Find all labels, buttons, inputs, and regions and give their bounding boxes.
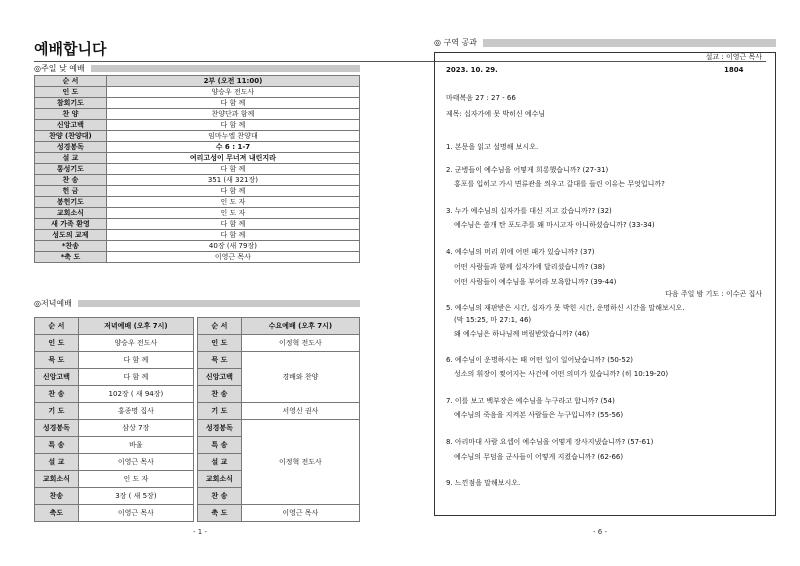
evening-label: 찬송	[35, 488, 79, 505]
study-date: 2023. 10. 29.	[446, 66, 498, 74]
wed-value: 이정혁 전도사	[241, 420, 359, 505]
service-label: 인 도	[35, 87, 107, 98]
service-row	[35, 208, 360, 219]
wed-label: 성경봉독	[198, 420, 242, 437]
section-label: ◎저녁예배	[34, 299, 72, 308]
service-value: 임마누엘 찬양대	[106, 131, 359, 142]
evening-label: 설 교	[35, 454, 79, 471]
wednesday-order-table	[197, 317, 360, 522]
evening-row	[35, 454, 194, 471]
service-row	[35, 197, 360, 208]
evening-value: 양승우 전도사	[78, 335, 193, 352]
evening-label: 기 도	[35, 403, 79, 420]
evening-row	[35, 369, 194, 386]
question-subline: 예수님은 쓸개 탄 포도주를 왜 마시고자 아니하셨습니까? (33-34)	[454, 221, 655, 229]
page-number-left: - 1 -	[193, 528, 207, 536]
evening-label: 축도	[35, 505, 79, 522]
service-row	[35, 76, 360, 87]
section-bar	[78, 300, 360, 307]
next-prayer-note: 다음 주일 밤 기도 : 이수곤 집사	[665, 290, 762, 298]
evening-row	[35, 505, 194, 522]
question-line: 9. 느낀점을 말해보시오.	[446, 479, 521, 487]
service-value: 이영근 목사	[106, 252, 359, 263]
service-label: 교회소식	[35, 208, 107, 219]
evening-label: 교회소식	[35, 471, 79, 488]
service-value: 다 함 께	[106, 98, 359, 109]
service-row	[35, 153, 360, 164]
study-number: 1804	[724, 66, 744, 74]
service-label: 찬 양	[35, 109, 107, 120]
wed-label: 특 송	[198, 437, 242, 454]
question-line: 4. 예수님의 머리 위에 어떤 패가 있습니까? (37)	[446, 248, 595, 256]
evening-row	[35, 471, 194, 488]
header-value: 수요예배 (오후 7시)	[241, 318, 359, 335]
scripture-ref: 마태복음 27 : 27 - 66	[446, 94, 516, 102]
evening-row	[35, 335, 194, 352]
section-label: ◎ 구역 공과	[434, 38, 477, 47]
service-value: 다 함 께	[106, 230, 359, 241]
service-value: 2부 (오전 11:00)	[106, 76, 359, 87]
section-header-evening	[34, 298, 360, 309]
wed-value: 이영근 목사	[241, 505, 359, 522]
question-subline: 예수님의 무덤을 군사들이 어떻게 지켰습니까? (62-66)	[454, 453, 624, 461]
evening-row	[35, 420, 194, 437]
question-subline: (막 15:25, 마 27:1, 46)	[454, 316, 532, 324]
evening-label: 묵 도	[35, 352, 79, 369]
wed-label: 기 도	[198, 403, 242, 420]
evening-label: 특 송	[35, 437, 79, 454]
evening-value: 이영근 목사	[78, 505, 193, 522]
evening-label: 성경봉독	[35, 420, 79, 437]
service-row	[35, 131, 360, 142]
section-header-sunday	[34, 63, 360, 74]
service-row	[35, 241, 360, 252]
evening-value: 다 함 께	[78, 352, 193, 369]
service-label: 신앙고백	[35, 120, 107, 131]
question-line: 7. 이를 보고 백부장은 예수님을 누구라고 합니까? (54)	[446, 397, 615, 405]
wed-label: 인 도	[198, 335, 242, 352]
evening-value: 3장 ( 새 5장)	[78, 488, 193, 505]
evening-value: 삼상 7장	[78, 420, 193, 437]
service-value: 다 함 께	[106, 120, 359, 131]
wed-label: 묵 도	[198, 352, 242, 369]
service-label: 헌 금	[35, 186, 107, 197]
service-label: 찬 송	[35, 175, 107, 186]
evening-value: 102장 ( 새 94장)	[78, 386, 193, 403]
question-subline: 성소의 휘장이 찢어지는 사건에 어떤 의미가 있습니까? (히 10:19-20)	[454, 370, 669, 378]
service-label: 찬양 (찬양대)	[35, 131, 107, 142]
section-label: ◎주일 낮 예배	[34, 64, 85, 73]
service-value: 인 도 자	[106, 197, 359, 208]
wed-value: 경배와 찬양	[241, 352, 359, 403]
page-number-right: - 6 -	[593, 528, 607, 536]
question-line: 6. 예수님이 운명하시는 때 어떤 일이 일어났습니까? (50-52)	[446, 356, 634, 364]
question-subline: 어떤 사람들이 예수님을 부어라 모욕합니까? (39-44)	[454, 278, 617, 286]
service-row	[35, 142, 360, 153]
question-line: 8. 아리마대 사람 요셉이 예수님을 어떻게 장사지냈습니까? (57-61)	[446, 438, 654, 446]
service-value: 다 함 께	[106, 164, 359, 175]
evening-value: 바울	[78, 437, 193, 454]
evening-label: 찬 송	[35, 386, 79, 403]
service-row	[35, 186, 360, 197]
evening-row	[35, 488, 194, 505]
evening-order-table	[34, 317, 194, 522]
service-row	[35, 87, 360, 98]
service-value: 40장 (새 79장)	[106, 241, 359, 252]
evening-row	[35, 352, 194, 369]
question-subline: 홍포를 입히고 가시 면류관을 씌우고 갈대를 들린 이유는 무엇입니까?	[454, 180, 665, 188]
service-value: 다 함 께	[106, 186, 359, 197]
service-label: *찬송	[35, 241, 107, 252]
evening-value: 이영근 목사	[78, 454, 193, 471]
evening-value: 홍종명 집사	[78, 403, 193, 420]
service-label: 순 서	[35, 76, 107, 87]
service-row	[35, 230, 360, 241]
study-subject: 제목: 십자가에 못 박히신 예수님	[446, 110, 546, 118]
page-title: 예배합니다	[34, 40, 107, 58]
question-line: 5. 예수님의 재판받은 시간, 십자가 못 박힌 시간, 운명하신 시간을 말해보시오.	[446, 304, 685, 312]
evening-row	[35, 403, 194, 420]
service-value: 수 6 : 1-7	[106, 142, 359, 153]
service-row	[35, 219, 360, 230]
section-bar	[483, 39, 776, 47]
wed-label: 찬 송	[198, 488, 242, 505]
service-row	[35, 109, 360, 120]
service-row	[35, 98, 360, 109]
wed-value: 이정혁 전도사	[241, 335, 359, 352]
evening-value: 인 도 자	[78, 471, 193, 488]
evening-row	[35, 437, 194, 454]
service-value: 351 (새 321장)	[106, 175, 359, 186]
service-row	[35, 164, 360, 175]
wed-label: 신앙고백	[198, 369, 242, 386]
service-label: 통성기도	[35, 164, 107, 175]
question-line: 3. 누가 예수님의 십자가를 대신 지고 갔습니까?? (32)	[446, 207, 612, 215]
service-label: 봉헌기도	[35, 197, 107, 208]
service-label: 성도의 교제	[35, 230, 107, 241]
header-value: 저녁예배 (오후 7시)	[78, 318, 193, 335]
service-label: 참회기도	[35, 98, 107, 109]
header-label: 순 서	[35, 318, 79, 335]
preacher-line: 설교 : 이영근 목사	[705, 53, 762, 61]
evening-label: 인 도	[35, 335, 79, 352]
wed-label: 찬 송	[198, 386, 242, 403]
question-subline: 예수님의 죽음을 지켜본 사람들은 누구입니까? (55-56)	[454, 411, 624, 419]
question-line: 1. 본문을 읽고 설명해 보시오.	[446, 143, 539, 151]
service-value: 다 함 께	[106, 219, 359, 230]
service-label: *축 도	[35, 252, 107, 263]
service-label: 설 교	[35, 153, 107, 164]
wed-value: 서영신 권사	[241, 403, 359, 420]
service-row	[35, 175, 360, 186]
question-subline: 어떤 사람들과 함께 십자가에 달리셨습니까? (38)	[454, 263, 605, 271]
section-header-study	[434, 37, 776, 48]
service-value: 찬양단과 함께	[106, 109, 359, 120]
service-value: 인 도 자	[106, 208, 359, 219]
service-value: 여리고성이 무너져 내린지라	[106, 153, 359, 164]
service-row	[35, 252, 360, 263]
evening-value: 다 함 께	[78, 369, 193, 386]
wed-label: 설 교	[198, 454, 242, 471]
service-value: 양승우 전도사	[106, 87, 359, 98]
header-label: 순 서	[198, 318, 242, 335]
evening-row	[35, 386, 194, 403]
service-label: 성경봉독	[35, 142, 107, 153]
question-subline: 왜 예수님은 하나님께 버림받았습니까? (46)	[454, 330, 590, 338]
wed-label: 교회소식	[198, 471, 242, 488]
wed-label: 축 도	[198, 505, 242, 522]
question-line: 2. 군병들이 예수님을 어떻게 희롱했습니까? (27-31)	[446, 166, 609, 174]
service-row	[35, 120, 360, 131]
service-label: 새 가족 환영	[35, 219, 107, 230]
evening-label: 신앙고백	[35, 369, 79, 386]
section-bar	[91, 65, 360, 72]
sunday-order-table	[34, 75, 360, 263]
